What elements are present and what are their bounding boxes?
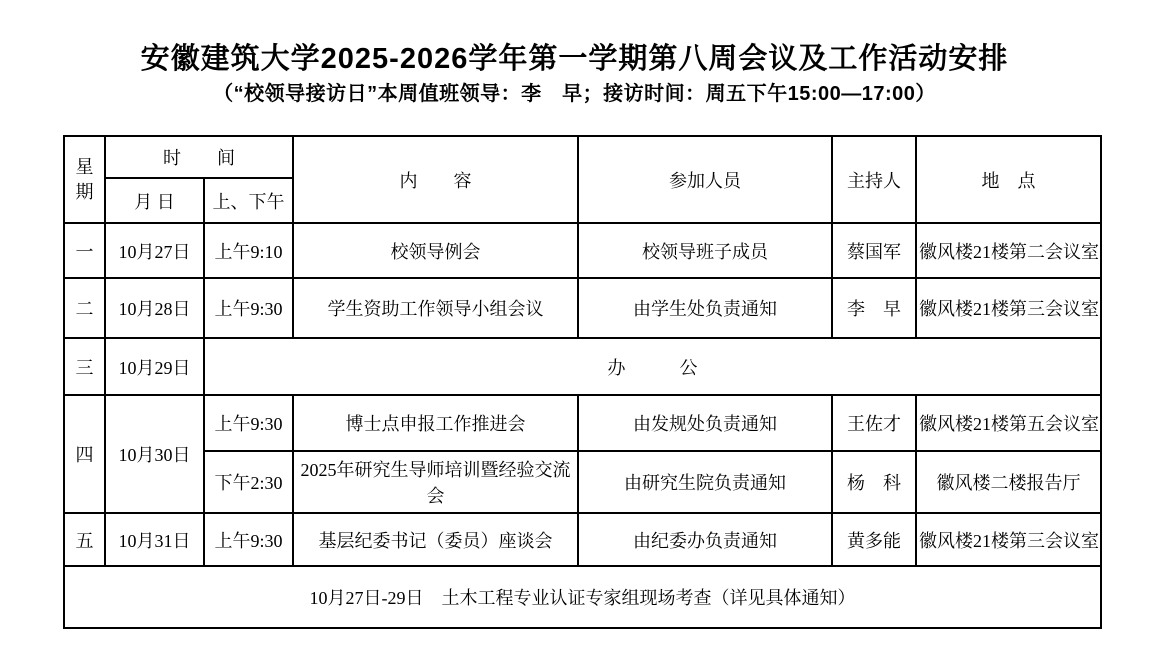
friday-content-cell: 基层纪委书记（委员）座谈会 xyxy=(293,513,578,566)
thursday-pm-participants-cell: 由研究生院负责通知 xyxy=(578,451,832,513)
friday-participants-cell: 由纪委办负责通知 xyxy=(578,513,832,566)
friday-date-cell: 10月31日 xyxy=(105,513,204,566)
header-row-top xyxy=(64,136,1101,178)
monday-location-cell: 徽风楼21楼第二会议室 xyxy=(916,223,1101,278)
table-row xyxy=(64,223,1101,278)
thursday-pm-time-cell: 下午2:30 xyxy=(204,451,293,513)
col-header-date: 月 日 xyxy=(105,178,204,223)
monday-weekday-cell: 一 xyxy=(64,223,105,278)
col-header-participants: 参加人员 xyxy=(578,136,832,223)
wednesday-weekday-cell: 三 xyxy=(64,338,105,395)
monday-participants-cell: 校领导班子成员 xyxy=(578,223,832,278)
page-title: 安徽建筑大学2025-2026学年第一学期第八周会议及工作活动安排 xyxy=(140,43,1009,75)
col-header-ampm: 上、下午 xyxy=(204,178,293,223)
col-header-time: 时 间 xyxy=(105,136,293,178)
tuesday-time-cell: 上午9:30 xyxy=(204,278,293,338)
thursday-date-cell: 10月30日 xyxy=(105,395,204,513)
friday-weekday-cell: 五 xyxy=(64,513,105,566)
thursday-pm-host-cell: 杨 科 xyxy=(832,451,916,513)
weekday-header-label: 星期 xyxy=(75,157,94,202)
monday-content-cell: 校领导例会 xyxy=(293,223,578,278)
monday-host-cell: 蔡国军 xyxy=(832,223,916,278)
tuesday-host-cell: 李 早 xyxy=(832,278,916,338)
tuesday-weekday-cell: 二 xyxy=(64,278,105,338)
thursday-pm-content-cell: 2025年研究生导师培训暨经验交流会 xyxy=(293,451,578,513)
tuesday-date-cell: 10月28日 xyxy=(105,278,204,338)
table-row xyxy=(64,278,1101,338)
schedule-table xyxy=(63,135,1102,629)
col-header-content: 内 容 xyxy=(293,136,578,223)
friday-host-cell: 黄多能 xyxy=(832,513,916,566)
footer-note-cell: 10月27日-29日 土木工程专业认证专家组现场考查（详见具体通知） xyxy=(64,566,1101,628)
col-header-host: 主持人 xyxy=(832,136,916,223)
thursday-pm-location-cell: 徽风楼二楼报告厅 xyxy=(916,451,1101,513)
tuesday-participants-cell: 由学生处负责通知 xyxy=(578,278,832,338)
table-row xyxy=(64,395,1101,451)
friday-location-cell: 徽风楼21楼第三会议室 xyxy=(916,513,1101,566)
thursday-am-participants-cell: 由发规处负责通知 xyxy=(578,395,832,451)
monday-date-cell: 10月27日 xyxy=(105,223,204,278)
monday-time-cell: 上午9:10 xyxy=(204,223,293,278)
col-header-location: 地 点 xyxy=(916,136,1101,223)
footer-note-row xyxy=(64,566,1101,628)
table-row xyxy=(64,513,1101,566)
table-row xyxy=(64,451,1101,513)
thursday-weekday-cell: 四 xyxy=(64,395,105,513)
page-subtitle: （“校领导接访日”本周值班领导：李 早；接访时间：周五下午15:00—17:00） xyxy=(213,83,936,105)
friday-time-cell: 上午9:30 xyxy=(204,513,293,566)
table-row xyxy=(64,338,1101,395)
tuesday-content-cell: 学生资助工作领导小组会议 xyxy=(293,278,578,338)
thursday-am-content-cell: 博士点申报工作推进会 xyxy=(293,395,578,451)
col-header-weekday xyxy=(64,136,105,223)
tuesday-location-cell: 徽风楼21楼第三会议室 xyxy=(916,278,1101,338)
thursday-am-host-cell: 王佐才 xyxy=(832,395,916,451)
wednesday-date-cell: 10月29日 xyxy=(105,338,204,395)
thursday-am-location-cell: 徽风楼21楼第五会议室 xyxy=(916,395,1101,451)
wednesday-office-cell: 办 公 xyxy=(204,338,1101,395)
thursday-am-time-cell: 上午9:30 xyxy=(204,395,293,451)
